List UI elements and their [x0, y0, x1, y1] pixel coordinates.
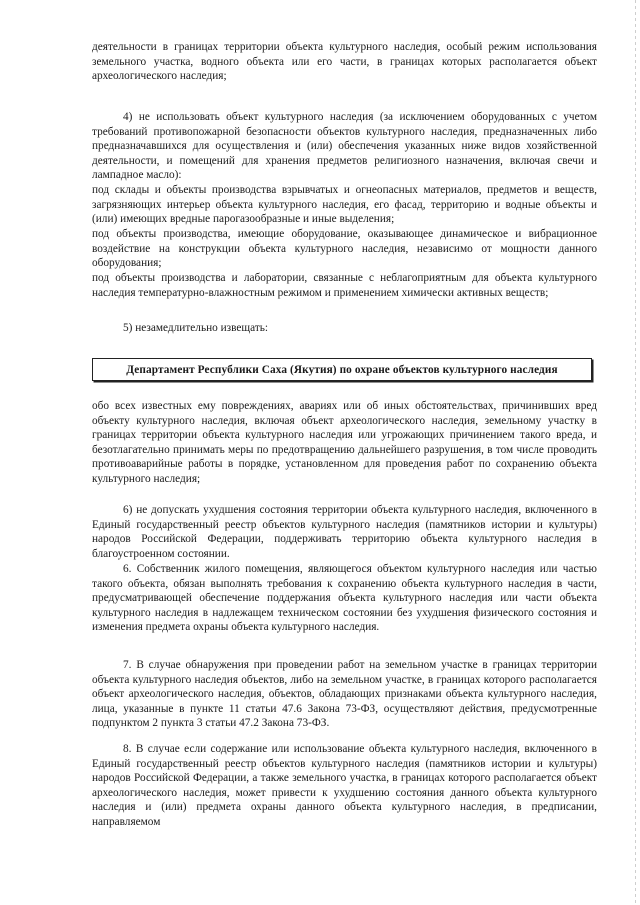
paragraph-item-4: 4) не использовать объект культурного наследия (за исключением оборудованных с учетом требований противопожарной безопасности объектов культурного наследия, предназначенных либо предназначавшихся для осуществления и (или) обеспечения указанных ниже видов хозяйственной деятельности, и помещений для хранения предметов религиозного назначения, включая свечи и лампадное масло):: [92, 111, 597, 182]
section-8: 8. В случае если содержание или использование объекта культурного наследия, включенного в Единый государственный реестр объектов культурного наследия (памятников истории и культуры) народов Российской Федерации, а также земельного участка, в границах которого располагается объект археологического наследия, может привести к ухудшению состояния данного объекта культурного наследия и (или) предмета охраны данного объекта культурного наследия, в предписании, направляемом: [92, 743, 597, 828]
paragraph-item-4-sub-1: под склады и объекты производства взрывчатых и огнеопасных материалов, предметов и веществ, загрязняющих интерьер объекта культурного наследия, его фасад, территорию и водные объекты и (или) имеющих вредные парогазообразные и иные выделения;: [92, 184, 597, 226]
section-7: 7. В случае обнаружения при проведении работ на земельном участке в границах территории объекта культурного наследия объектов, либо на земельном участке, в границах которого располагается объект археологического наследия, объектов, обладающих признаками объекта культурного наследия, лица, указанные в пункте 11 статьи 47.6 Закона 73-ФЗ, осуществляют действия, предусмотренные подпунктом 2 пункта 3 статьи 47.2 Закона 73-ФЗ.: [92, 659, 597, 730]
paragraph-continuation: деятельности в границах территории объекта культурного наследия, особый режим использования земельного участка, водного объекта или его части, в границах которых располагается объект археологического наследия;: [92, 41, 597, 83]
paragraph-item-5: 5) незамедлительно извещать:: [123, 322, 269, 334]
department-stamp-text: Департамент Республики Саха (Якутия) по охране объектов культурного наследия: [126, 363, 558, 376]
paragraph-item-4-sub-3: под объекты производства и лаборатории, связанные с неблагоприятным для объекта культурного наследия температурно-влажностным режимом и применением химически активных веществ;: [92, 272, 597, 299]
department-stamp: [92, 358, 592, 381]
paragraph-item-5-continuation: обо всех известных ему повреждениях, авариях или об иных обстоятельствах, причинивших вред объекту культурного наследия, включая объект археологического наследия, земельному участку в границах территории объекта культурного наследия или угрожающих причинением такого вреда, и безотлагательно принимать меры по предотвращению дальнейшего разрушения, в том числе проводить противоаварийные работы в порядке, установленном для проведения работ по сохранению объекта культурного наследия;: [92, 400, 597, 485]
scan-edge-line: [635, 0, 636, 905]
section-6: 6. Собственник жилого помещения, являющегося объектом культурного наследия или частью такого объекта, обязан выполнять требования к сохранению объекта культурного наследия в части, предусматривающей обеспечение поддержания объекта культурного наследия или части объекта культурного наследия в надлежащем техническом состоянии без ухудшения физического состояния и изменения предмета охраны объекта культурного наследия.: [92, 563, 597, 634]
paragraph-item-6: 6) не допускать ухудшения состояния территории объекта культурного наследия, включенного в Единый государственный реестр объектов культурного наследия (памятников истории и культуры) народов Российской Федерации, поддерживать территорию объекта культурного наследия в благоустроенном состоянии.: [92, 504, 597, 560]
paragraph-item-4-sub-2: под объекты производства, имеющие оборудование, оказывающее динамическое и вибрационное воздействие на конструкции объекта культурного наследия, независимо от мощности данного оборудования;: [92, 228, 597, 270]
